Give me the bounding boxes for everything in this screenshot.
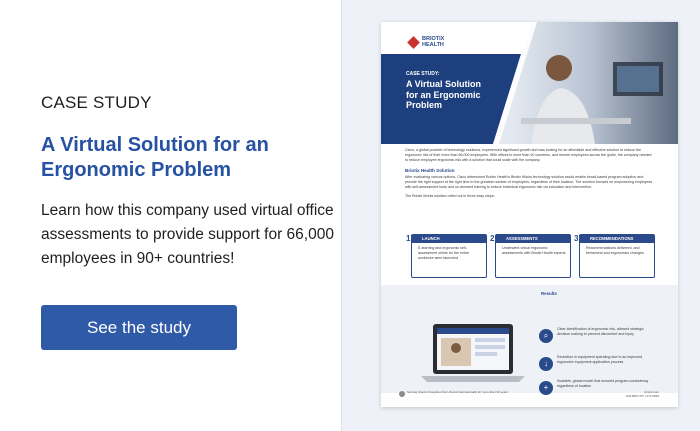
- doc-rollout-text: The Briotix Works solution rolled out in three easy steps:: [405, 194, 495, 199]
- step-assessments: [490, 234, 571, 278]
- step-title: RECOMMENDATIONS: [580, 235, 654, 243]
- result-item: [539, 355, 659, 377]
- headline: A Virtual Solution for an Ergonomic Problem: [41, 134, 269, 181]
- doc-body: [405, 148, 655, 203]
- doc-footer: [399, 388, 659, 402]
- step-text: Recommendations delivered, and behavioral and ergonomics changes: [586, 246, 644, 255]
- plus-icon: +: [539, 381, 553, 395]
- doc-intro: Cisco, a global provider of technology solutions, experienced significant growth and was looking for an affordable and effective solution to reduce the ergonomic risk of their more than 66,000 employees. With offices in more than 90 countries, and remote employees across the globe, the company needed to reduce employee ergonomic risk with a solution that could scale with the company.: [405, 148, 652, 163]
- description: Learn how this company used virtual office assessments to provide support for 66,000 employees in 90+ countries!: [41, 202, 334, 267]
- footer-contact: [626, 390, 659, 398]
- step-number: 3: [574, 234, 579, 243]
- case-study-document-preview[interactable]: [381, 22, 678, 407]
- see-study-button[interactable]: See the study: [41, 305, 237, 350]
- result-text: Scalable, global model that ensured program consistency regardless of location: [557, 379, 649, 388]
- step-title: LAUNCH: [412, 235, 486, 243]
- brand-logo: [409, 37, 444, 48]
- doc-title: A Virtual Solution for an Ergonomic Problem: [406, 79, 482, 110]
- step-launch: [406, 234, 487, 278]
- footer-website: briotix.com: [644, 390, 659, 394]
- result-item: [539, 327, 659, 349]
- doc-solution-heading: Briotix Health Solution: [405, 167, 455, 173]
- step-recommendations: [574, 234, 655, 278]
- doc-hero: [381, 22, 678, 144]
- doc-eyebrow: CASE STUDY:: [406, 71, 440, 77]
- doc-solution-text: After evaluating various options, Cisco determined Briotix Health's Briotix Works technology solution would enable broad-based program adoption and provide the right support at the right time to the greatest number of employees, regardless of their location. The solution focused on empowering employees with self-assessment tools and on-demand training to reduce individual ergonomic risk via education and intervention.: [405, 174, 653, 190]
- step-number: 2: [490, 234, 495, 243]
- result-text: Clear identification of ergonomic risk, allowed strategic decision making to prevent discomfort and injury: [557, 327, 644, 336]
- step-text: Underwent virtual ergonomic assessments with Briotix Health experts: [502, 246, 566, 255]
- teaser-panel: [0, 0, 341, 431]
- brand-mark-icon: [407, 36, 420, 49]
- footer-phone: 844.BRIOTIX | 274.6849: [626, 394, 659, 398]
- results-heading: Results: [541, 291, 557, 296]
- thumbs-down-icon: ↓: [539, 357, 553, 371]
- step-text: E-learning and ergonomic self-assessment online for the entire workforce were launched: [418, 246, 469, 260]
- step-title: ASSESSMENTS: [496, 235, 570, 243]
- doc-steps: [405, 234, 657, 282]
- footer-tagline: Serving clients throughout the US and internationally for more than 30 years: [407, 390, 508, 394]
- search-icon: ⌕: [539, 329, 553, 343]
- result-text: Reduction in equipment spending due to an improved ergonomic equipment application process: [557, 355, 643, 364]
- eyebrow-label: CASE STUDY: [41, 93, 152, 112]
- laptop-image: [419, 322, 527, 384]
- step-number: 1: [406, 234, 411, 243]
- brand-line-2: HEALTH: [422, 41, 444, 48]
- doc-results: [381, 285, 678, 393]
- brand-line-1: BRIOTIX: [422, 36, 445, 42]
